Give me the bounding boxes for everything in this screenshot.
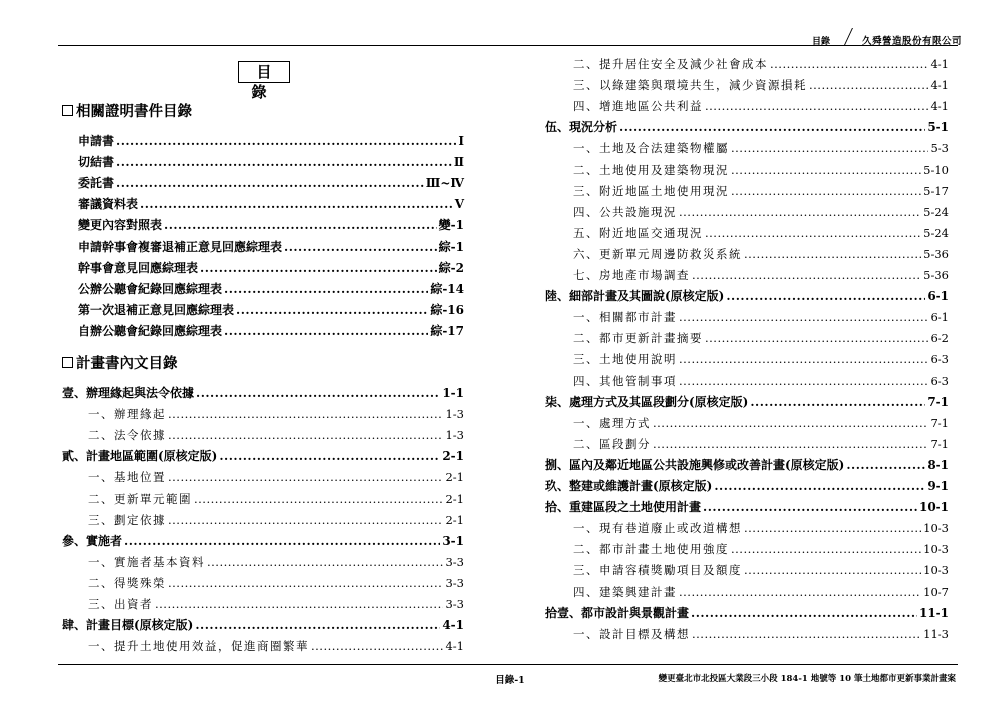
toc-entry-page: 6-3 — [930, 352, 949, 367]
toc-entry-label: 變更內容對照表 — [78, 218, 163, 233]
toc-entry[interactable] — [545, 394, 949, 410]
toc-entry-page: 5-17 — [923, 183, 949, 198]
toc-dot-leader — [195, 617, 440, 633]
toc-entry-label: 四、建築興建計畫 — [573, 584, 677, 599]
toc-entry[interactable] — [78, 323, 464, 339]
toc-entry-label: 一、處理方式 — [573, 415, 651, 430]
toc-entry-label: 切結書 — [78, 155, 115, 170]
toc-dot-leader — [168, 469, 443, 485]
toc-entry-page: 10-3 — [923, 521, 949, 536]
toc-entry-label: 一、土地及合法建築物權屬 — [573, 141, 729, 156]
toc-entry-page: 3-3 — [445, 597, 464, 611]
toc-entry[interactable] — [62, 385, 464, 401]
toc-dot-leader — [200, 260, 437, 276]
toc-entry[interactable] — [573, 520, 949, 536]
toc-entry-page: 3-3 — [445, 554, 464, 569]
toc-title: 目錄 — [238, 61, 290, 83]
toc-entry[interactable] — [573, 98, 949, 114]
toc-dot-leader — [744, 246, 921, 262]
toc-entry-label: 幹事會意見回應綜理表 — [78, 260, 199, 275]
toc-entry[interactable] — [573, 436, 949, 452]
toc-entry-label: 四、增進地區公共利益 — [573, 99, 703, 114]
toc-entry[interactable] — [78, 175, 464, 191]
toc-entry-page: 2-1 — [442, 449, 464, 464]
footer-page-number: 目錄-1 — [495, 675, 525, 686]
toc-entry-page: 10-1 — [918, 500, 949, 515]
toc-entry[interactable] — [88, 554, 464, 570]
toc-entry-page: 10-7 — [923, 584, 949, 599]
toc-dot-leader — [164, 217, 437, 233]
toc-entry[interactable] — [573, 246, 949, 262]
toc-entry-page: Ⅲ~Ⅳ — [425, 176, 464, 191]
toc-entry-label: 二、法令依據 — [88, 428, 166, 443]
toc-dot-leader — [731, 183, 921, 199]
footer-document-title: 變更臺北市北投區大業段三小段 184-1 地號等 10 筆土地都市更新事業計畫案 — [658, 674, 956, 684]
toc-dot-leader — [692, 626, 921, 642]
toc-dot-leader — [744, 562, 921, 578]
toc-entry-page: 2-1 — [445, 491, 464, 506]
toc-entry[interactable] — [573, 351, 949, 367]
toc-entry-label: 玖、整建或維護計畫(原核定版) — [545, 479, 713, 493]
toc-entry[interactable] — [573, 415, 949, 431]
toc-entry[interactable] — [88, 491, 464, 507]
toc-dot-leader — [224, 281, 428, 297]
toc-dot-leader — [744, 520, 921, 536]
toc-entry-label: 伍、現況分析 — [545, 120, 618, 135]
toc-entry-label: 第一次退補正意見回應綜理表 — [78, 302, 235, 317]
toc-entry-label: 一、相關都市計畫 — [573, 310, 677, 325]
toc-dot-leader — [140, 196, 453, 212]
toc-dot-leader — [168, 427, 443, 443]
toc-entry[interactable] — [545, 499, 949, 515]
toc-entry[interactable] — [573, 562, 949, 578]
toc-entry[interactable] — [78, 154, 464, 170]
toc-entry-page: 6-2 — [930, 331, 949, 346]
toc-entry-label: 拾、重建區段之土地使用計畫 — [545, 500, 702, 515]
toc-dot-leader — [846, 457, 925, 473]
toc-dot-leader — [116, 133, 456, 149]
toc-dot-leader — [705, 225, 921, 241]
toc-entry[interactable] — [573, 162, 949, 178]
toc-entry-page: 10-3 — [923, 542, 949, 557]
toc-dot-leader — [750, 394, 925, 410]
toc-entry-label: 六、更新單元周邊防救災系統 — [573, 246, 742, 261]
toc-entry-label: 一、設計目標及構想 — [573, 626, 690, 641]
toc-entry-page: 11-3 — [923, 626, 949, 641]
toc-entry-label: 一、辦理緣起 — [88, 407, 166, 422]
section-heading-label: 計畫書內文目錄 — [76, 355, 178, 372]
toc-entry-label: 參、實施者 — [62, 533, 123, 548]
toc-entry-label: 二、區段劃分 — [573, 436, 651, 451]
toc-entry[interactable] — [545, 478, 949, 494]
toc-dot-leader — [679, 351, 928, 367]
toc-entry-page: 5-36 — [923, 268, 949, 282]
toc-dot-leader — [770, 56, 928, 72]
toc-entry-page: Ⅱ — [453, 155, 464, 170]
header-company-name: 久舜營造股份有限公司 — [862, 36, 963, 47]
toc-dot-leader — [679, 373, 928, 389]
toc-entry-label: 三、劃定依據 — [88, 512, 166, 527]
toc-entry-label: 二、都市更新計畫摘要 — [573, 331, 703, 346]
toc-entry-label: 三、申請容積獎勵項目及額度 — [573, 563, 742, 578]
toc-entry[interactable] — [573, 77, 949, 93]
toc-entry[interactable] — [78, 281, 464, 297]
toc-entry-page: 6-3 — [930, 373, 949, 388]
toc-entry-page: 綜-1 — [438, 239, 464, 254]
toc-dot-leader — [653, 415, 928, 431]
toc-dot-leader — [168, 575, 443, 591]
toc-dot-leader — [196, 385, 440, 401]
toc-dot-leader — [224, 323, 428, 339]
toc-entry-page: 8-1 — [927, 457, 949, 472]
toc-entry[interactable] — [573, 204, 949, 220]
toc-entry-label: 委託書 — [78, 176, 115, 191]
toc-entry[interactable] — [62, 448, 464, 464]
toc-dot-leader — [705, 98, 928, 114]
toc-entry-page: 10-3 — [923, 563, 949, 578]
toc-dot-leader — [116, 175, 424, 191]
toc-dot-leader — [219, 448, 440, 464]
section-heading-label: 相關證明書件目錄 — [76, 103, 192, 120]
toc-entry-page: 7-1 — [927, 394, 949, 409]
toc-entry-label: 捌、區內及鄰近地區公共設施興修或改善計畫(原核定版) — [545, 457, 845, 472]
toc-entry-label: 拾壹、都市設計與景觀計畫 — [545, 605, 690, 620]
toc-dot-leader — [168, 406, 443, 422]
toc-entry[interactable] — [78, 302, 464, 318]
toc-dot-leader — [284, 239, 437, 255]
toc-entry[interactable] — [573, 541, 949, 557]
toc-entry[interactable] — [78, 260, 464, 276]
toc-entry-label: 壹、辦理緣起與法令依據 — [62, 386, 195, 400]
toc-entry[interactable] — [573, 373, 949, 389]
toc-entry-label: 一、基地位置 — [88, 470, 166, 485]
toc-entry[interactable] — [78, 133, 464, 149]
toc-entry-label: 審議資料表 — [78, 197, 139, 212]
toc-entry-page: Ⅰ — [458, 134, 464, 148]
toc-dot-leader — [116, 154, 452, 170]
toc-entry-label: 四、公共設施現況 — [573, 204, 677, 219]
toc-entry-page: 綜-16 — [430, 302, 464, 317]
toc-entry[interactable] — [88, 406, 464, 422]
toc-entry[interactable] — [573, 330, 949, 346]
toc-entry-label: 二、都市計畫土地使用強度 — [573, 542, 729, 557]
toc-entry-label: 一、提升土地使用效益，促進商圈繁華 — [88, 639, 309, 654]
toc-entry[interactable] — [573, 626, 949, 642]
header-tab-divider — [844, 28, 853, 45]
toc-entry[interactable] — [573, 309, 949, 325]
section-heading-plan — [62, 352, 178, 373]
toc-entry-page: 7-1 — [930, 436, 949, 451]
footer-rule — [58, 664, 958, 665]
toc-entry[interactable] — [573, 267, 949, 283]
toc-entry[interactable] — [88, 638, 464, 654]
toc-entry-label: 七、房地產市場調查 — [573, 268, 690, 282]
toc-entry-page: 5-1 — [927, 120, 949, 135]
toc-entry[interactable] — [573, 584, 949, 600]
toc-dot-leader — [731, 162, 921, 178]
toc-dot-leader — [679, 309, 928, 325]
toc-entry-page: 5-24 — [923, 225, 949, 240]
toc-entry-page: 綜-2 — [438, 260, 464, 275]
toc-entry-page: 綜-17 — [430, 323, 464, 338]
toc-entry[interactable] — [78, 239, 464, 255]
toc-entry-label: 柒、處理方式及其區段劃分(原核定版) — [545, 394, 749, 409]
header-section-label: 目錄 — [812, 37, 831, 47]
toc-entry-page: 3-3 — [445, 575, 464, 590]
toc-dot-leader — [731, 541, 921, 557]
toc-entry-label: 貳、計畫地區範圍(原核定版) — [62, 449, 218, 464]
toc-entry[interactable] — [573, 140, 949, 156]
toc-entry-page: 1-1 — [442, 386, 464, 400]
toc-dot-leader — [726, 288, 925, 304]
toc-entry-page: 2-1 — [445, 470, 464, 485]
toc-entry-page: 3-1 — [442, 533, 464, 548]
toc-dot-leader — [703, 499, 917, 515]
toc-entry-label: 二、土地使用及建築物現況 — [573, 162, 729, 177]
toc-entry-label: 申請幹事會複審退補正意見回應綜理表 — [78, 239, 283, 254]
toc-entry-page: 5-24 — [923, 204, 949, 219]
toc-dot-leader — [124, 533, 440, 549]
toc-entry[interactable] — [573, 183, 949, 199]
toc-entry-page: 1-3 — [445, 428, 464, 443]
toc-entry[interactable] — [88, 575, 464, 591]
square-bullet-icon — [62, 105, 73, 116]
toc-entry-label: 一、現有巷道廢止或改道構想 — [573, 521, 742, 536]
toc-entry-page: 4-1 — [930, 78, 949, 93]
toc-dot-leader — [619, 119, 925, 135]
toc-entry-label: 申請書 — [78, 134, 115, 148]
toc-dot-leader — [679, 584, 921, 600]
toc-dot-leader — [714, 478, 925, 494]
toc-entry-page: 5-36 — [923, 246, 949, 261]
toc-entry-label: 公辦公聽會紀錄回應綜理表 — [78, 281, 223, 296]
toc-entry[interactable] — [545, 288, 949, 304]
toc-entry-page: 4-1 — [930, 99, 949, 114]
toc-dot-leader — [731, 140, 928, 156]
toc-dot-leader — [155, 596, 443, 612]
toc-entry-page: 6-1 — [930, 310, 949, 325]
toc-entry-page: 1-3 — [445, 407, 464, 422]
square-bullet-icon — [62, 357, 73, 368]
toc-entry[interactable] — [545, 457, 949, 473]
toc-dot-leader — [168, 512, 443, 528]
toc-entry-label: 五、附近地區交通現況 — [573, 225, 703, 240]
toc-dot-leader — [691, 605, 917, 621]
toc-dot-leader — [692, 267, 921, 283]
toc-entry[interactable] — [78, 217, 464, 233]
toc-entry-label: 三、以綠建築與環境共生，減少資源損耗 — [573, 78, 807, 93]
toc-entry-label: 二、提升居住安全及減少社會成本 — [573, 57, 768, 71]
toc-dot-leader — [679, 204, 921, 220]
toc-dot-leader — [194, 491, 443, 507]
toc-entry-label: 三、土地使用說明 — [573, 352, 677, 367]
toc-entry[interactable] — [62, 533, 464, 549]
toc-entry-label: 四、其他管制事項 — [573, 373, 677, 388]
toc-entry-page: Ⅴ — [454, 197, 464, 212]
toc-dot-leader — [311, 638, 443, 654]
toc-dot-leader — [653, 436, 928, 452]
toc-entry-page: 5-3 — [930, 141, 949, 156]
toc-entry[interactable] — [88, 469, 464, 485]
toc-entry-page: 11-1 — [918, 605, 949, 620]
toc-entry-page: 4-1 — [442, 618, 464, 633]
toc-entry-page: 7-1 — [930, 415, 949, 430]
section-heading-certificates — [62, 100, 192, 121]
toc-entry-page: 變-1 — [438, 218, 464, 233]
toc-entry-page: 4-1 — [445, 639, 464, 654]
toc-entry-label: 一、實施者基本資料 — [88, 554, 205, 569]
toc-entry-label: 三、附近地區土地使用現況 — [573, 183, 729, 198]
toc-entry-page: 6-1 — [927, 289, 949, 304]
toc-dot-leader — [809, 77, 928, 93]
toc-dot-leader — [236, 302, 428, 318]
toc-entry-page: 綜-14 — [430, 281, 464, 296]
toc-entry[interactable] — [573, 225, 949, 241]
toc-entry[interactable] — [545, 605, 949, 621]
toc-entry[interactable] — [88, 427, 464, 443]
toc-entry-page: 4-1 — [930, 57, 949, 71]
toc-entry[interactable] — [88, 512, 464, 528]
toc-entry-label: 三、出資者 — [88, 597, 153, 611]
toc-entry-label: 二、更新單元範圍 — [88, 491, 192, 506]
toc-dot-leader — [207, 554, 443, 570]
toc-entry-page: 9-1 — [927, 479, 949, 493]
toc-entry-label: 陸、細部計畫及其圖說(原核定版) — [545, 289, 725, 304]
toc-entry-label: 二、得獎殊榮 — [88, 575, 166, 590]
toc-entry[interactable] — [545, 119, 949, 135]
toc-entry[interactable] — [78, 196, 464, 212]
toc-entry-label: 肆、計畫目標(原核定版) — [62, 618, 194, 633]
toc-entry-page: 5-10 — [923, 162, 949, 177]
toc-entry[interactable] — [573, 56, 949, 72]
toc-entry[interactable] — [62, 617, 464, 633]
toc-entry-label: 自辦公聽會紀錄回應綜理表 — [78, 323, 223, 338]
toc-dot-leader — [705, 330, 928, 346]
toc-entry[interactable] — [88, 596, 464, 612]
toc-entry-page: 2-1 — [445, 512, 464, 527]
